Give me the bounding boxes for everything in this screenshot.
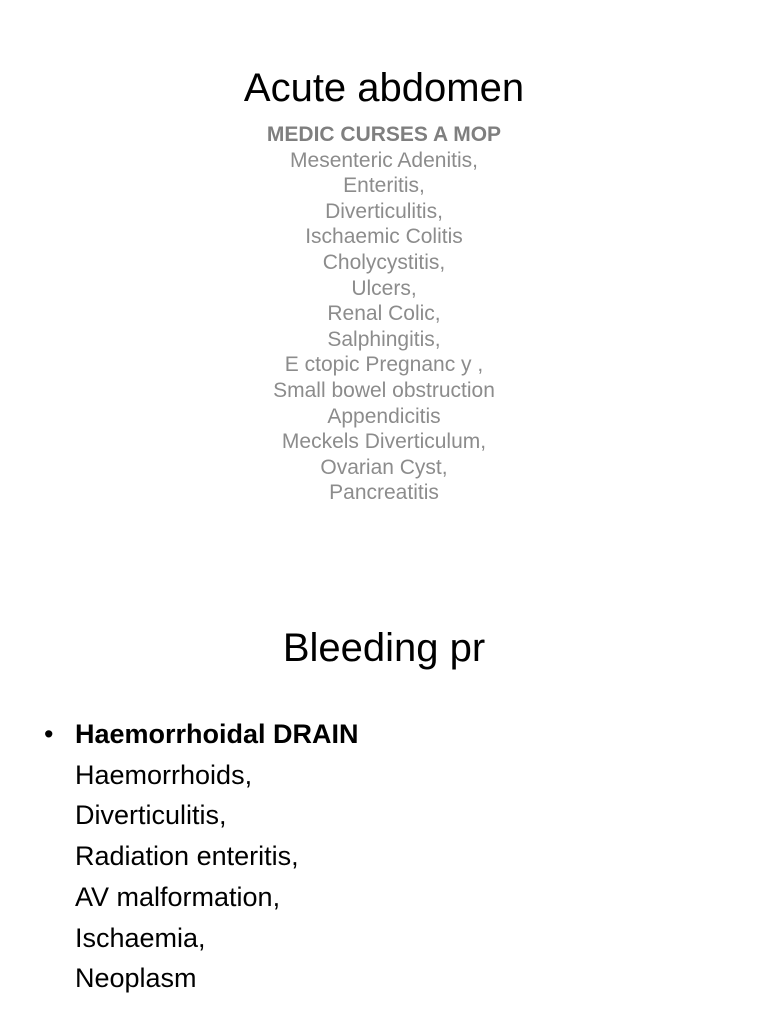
list-item: Ulcers, xyxy=(351,276,417,300)
list-item: Salphingitis, xyxy=(327,327,441,351)
list-item: Enteritis, xyxy=(343,174,425,198)
list-item: Neoplasm xyxy=(75,963,197,994)
list-item: Ischaemia, xyxy=(75,922,206,953)
list-item: Ovarian Cyst, xyxy=(320,455,448,479)
bullet-icon: • xyxy=(44,719,54,749)
slide-title: Bleeding pr xyxy=(282,626,486,670)
list-item: Radiation enteritis, xyxy=(75,841,299,872)
list-item: Diverticulitis, xyxy=(75,800,227,831)
list-item: Small bowel obstruction xyxy=(273,378,495,402)
slide-title: Acute abdomen xyxy=(243,66,525,110)
bullet-item xyxy=(44,714,744,999)
list-item: Ischaemic Colitis xyxy=(305,225,463,249)
list-item: Renal Colic, xyxy=(327,302,441,326)
list-item: Mesenteric Adenitis, xyxy=(290,148,478,172)
mnemonic-list xyxy=(0,122,768,506)
list-item: Meckels Diverticulum, xyxy=(281,430,487,454)
list-item: Diverticulitis, xyxy=(325,199,443,223)
mnemonic-heading: MEDIC CURSES A MOP xyxy=(266,123,502,146)
list-item: Haemorrhoids, xyxy=(75,759,253,790)
list-item: E ctopic Pregnanc y , xyxy=(284,353,484,377)
list-item: Appendicitis xyxy=(327,404,441,428)
bullet-list xyxy=(44,714,744,999)
slide-bleeding-pr xyxy=(0,600,768,1024)
list-item: Cholycystitis, xyxy=(322,250,446,274)
bullet-heading: Haemorrhoidal DRAIN xyxy=(75,719,359,749)
list-item: AV malformation, xyxy=(75,881,281,912)
list-item: Pancreatitis xyxy=(329,481,439,505)
